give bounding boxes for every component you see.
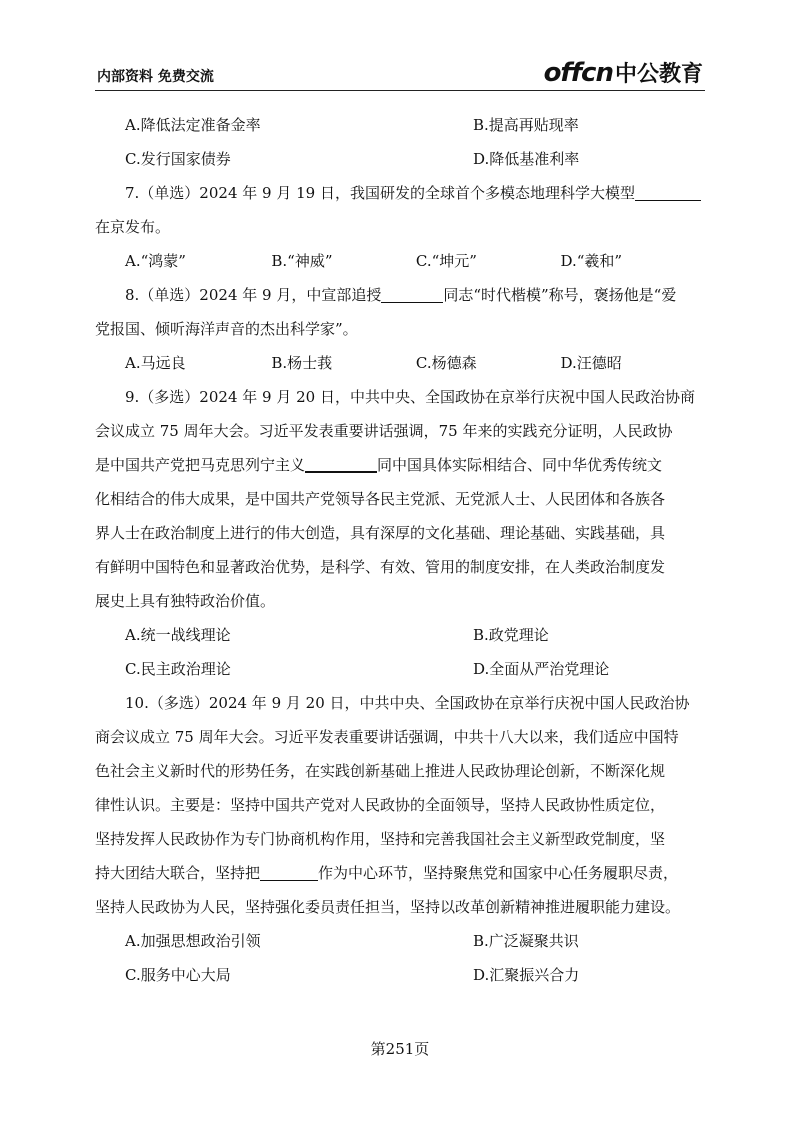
q10-line-7: 坚持人民政协为人民，坚持强化委员责任担当，坚持以改革创新精神推进履职能力建设。 — [95, 898, 681, 916]
q8-stem-text-b: 同志“时代楷模”称号，褒扬他是“爱 — [443, 286, 677, 304]
q10-line-2: 商会议成立 75 周年大会。习近平发表重要讲话强调，中共十八大以来，我们适应中国特 — [95, 728, 679, 746]
q9-line-3 — [95, 448, 705, 482]
q9-option-d: D.全面从严治党理论 — [473, 660, 610, 678]
logo-latin-text: offcn — [543, 58, 613, 88]
q9-option-c: C.民主政治理论 — [125, 660, 231, 678]
q6-options-row-2 — [95, 142, 705, 176]
q6-option-b: B.提高再贴现率 — [473, 116, 579, 134]
q10-option-b: B.广泛凝聚共识 — [473, 932, 579, 950]
q8-stem-text-a: 8.（单选）2024 年 9 月，中宣部追授 — [125, 286, 382, 304]
q6-option-a: A.降低法定准备金率 — [125, 116, 261, 134]
logo-chinese-text: 中公教育 — [614, 62, 703, 87]
q9-options-row-2 — [95, 652, 705, 686]
q8-option-b: B.杨士莪 — [271, 354, 333, 372]
q9-line-7: 展史上具有独特政治价值。 — [95, 592, 276, 610]
question-10 — [95, 686, 705, 924]
q10-option-c: C.服务中心大局 — [125, 966, 231, 984]
q10-line-6 — [95, 856, 705, 890]
q7-option-c: C.“坤元” — [415, 252, 477, 270]
header-label: 内部资料 免费交流 — [97, 69, 214, 85]
q9-line-1: 9.（多选）2024 年 9 月 20 日，中共中央、全国政协在京举行庆祝中国人民政治协商 — [125, 388, 695, 406]
q10-stem-text-b: 作为中心环节，坚持聚焦党和国家中心任务履职尽责， — [318, 864, 679, 882]
q7-options — [95, 244, 705, 278]
q10-line-3: 色社会主义新时代的形势任务，在实践创新基础上推进人民政协理论创新，不断深化规 — [95, 762, 666, 780]
q10-options-row-2 — [95, 958, 705, 992]
q10-line-1: 10.（多选）2024 年 9 月 20 日，中共中央、全国政协在京举行庆祝中国人民政治协 — [125, 694, 690, 712]
q9-stem-text-b: 同中国具体实际相结合、同中华优秀传统文 — [377, 456, 663, 474]
page-number: 第251页 — [370, 1040, 430, 1058]
page-header — [95, 58, 705, 91]
offcn-logo — [544, 57, 703, 88]
q9-line-5: 界人士在政治制度上进行的伟大创造，具有深厚的文化基础、理论基础、实践基础，具 — [95, 524, 666, 542]
q9-option-a: A.统一战线理论 — [125, 626, 231, 644]
q6-option-c: C.发行国家债券 — [125, 150, 231, 168]
q7-line-1 — [95, 176, 705, 210]
q8-options — [95, 346, 705, 380]
q8-option-a: A.马远良 — [125, 354, 186, 372]
document-body — [95, 108, 705, 992]
q7-line-2: 在京发布。 — [95, 218, 171, 236]
q6-option-d: D.降低基准利率 — [473, 150, 580, 168]
q7-answer-blank — [635, 182, 701, 201]
question-9 — [95, 380, 705, 618]
q8-option-c: C.杨德森 — [415, 354, 477, 372]
q10-stem-text-a: 持大团结大联合，坚持把 — [95, 864, 261, 882]
q8-answer-blank — [381, 284, 443, 303]
q9-line-2: 会议成立 75 周年大会。习近平发表重要讲话强调，75 年来的实践充分证明，人民政协 — [95, 422, 673, 440]
q10-option-a: A.加强思想政治引领 — [125, 932, 261, 950]
q9-line-6: 有鲜明中国特色和显著政治优势，是科学、有效、管用的制度安排，在人类政治制度发 — [95, 558, 666, 576]
q10-options-row-1 — [95, 924, 705, 958]
q10-option-d: D.汇聚振兴合力 — [473, 966, 580, 984]
q7-option-d: D.“羲和” — [560, 252, 623, 270]
question-7 — [95, 176, 705, 244]
q9-line-4: 化相结合的伟大成果，是中国共产党领导各民主党派、无党派人士、人民团体和各族各 — [95, 490, 666, 508]
q9-option-b: B.政党理论 — [473, 626, 549, 644]
q7-option-a: A.“鸿蒙” — [125, 252, 186, 270]
q8-line-2: 党报国、倾听海洋声音的杰出科学家”。 — [95, 320, 358, 338]
q9-answer-blank — [305, 453, 377, 473]
q8-line-1 — [95, 278, 705, 312]
q7-option-b: B.“神威” — [271, 252, 333, 270]
question-8 — [95, 278, 705, 346]
q6-options-row-1 — [95, 108, 705, 142]
q10-answer-blank — [260, 862, 318, 881]
q10-line-5: 坚持发挥人民政协作为专门协商机构作用，坚持和完善我国社会主义新型政党制度，坚 — [95, 830, 666, 848]
q10-line-4: 律性认识。主要是：坚持中国共产党对人民政协的全面领导，坚持人民政协性质定位， — [95, 796, 666, 814]
q9-options-row-1 — [95, 618, 705, 652]
q8-option-d: D.汪德昭 — [560, 354, 622, 372]
q9-stem-text-a: 是中国共产党把马克思列宁主义 — [95, 456, 306, 474]
q7-stem-text: 7.（单选）2024 年 9 月 19 日，我国研发的全球首个多模态地理科学大模型 — [125, 184, 635, 202]
